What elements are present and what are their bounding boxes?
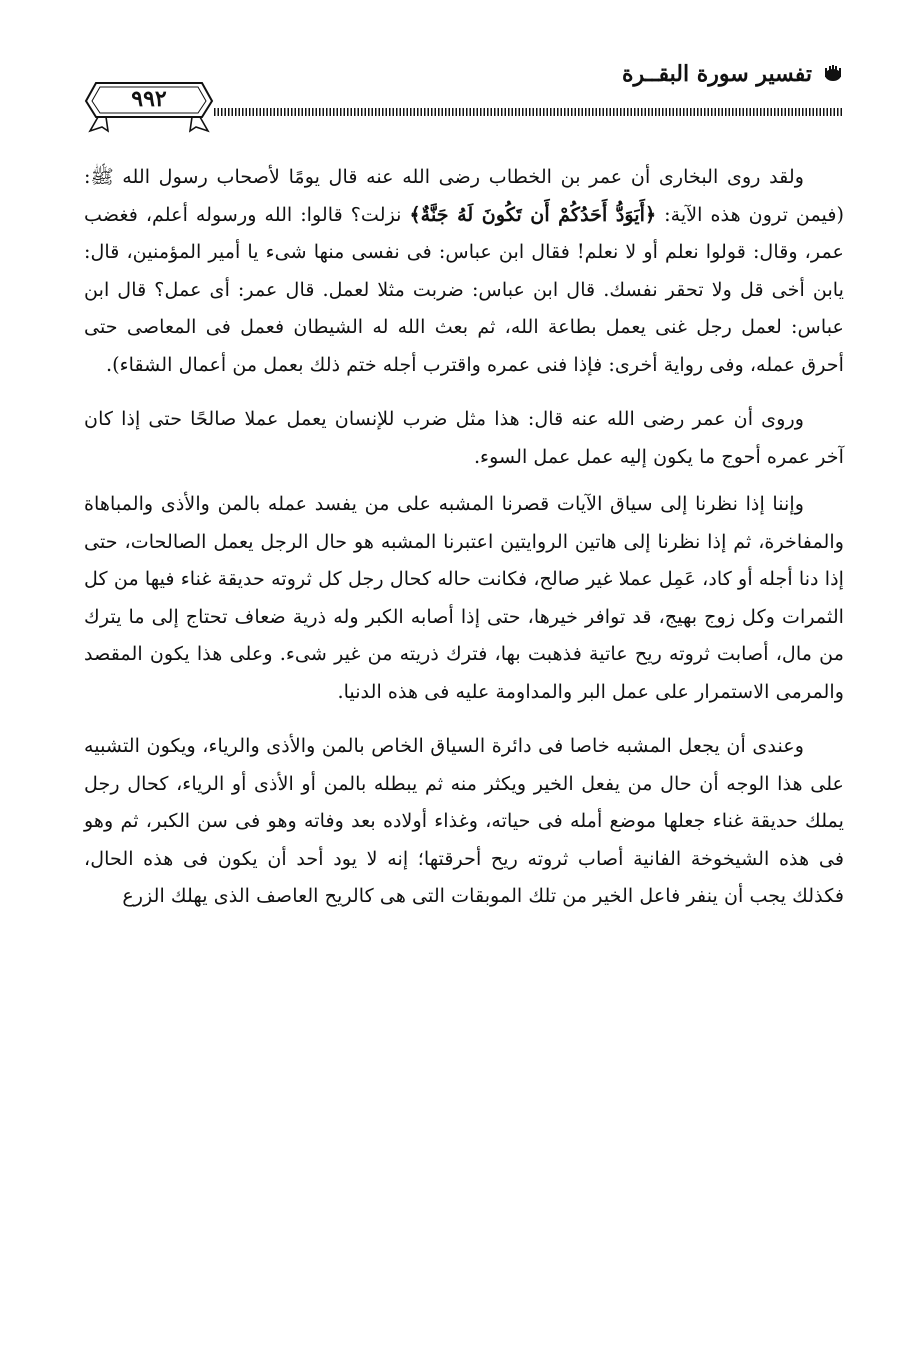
page-number-badge bbox=[84, 77, 214, 133]
paragraph-4: وعندى أن يجعل المشبه خاصا فى دائرة السياق الخاص بالمن والأذى والرياء، ويكون التشبيه على هذا الوجه أن حال من يفعل الخير ويكثر منه ثم يبطله بالمن أو الأذى أو الرياء، كحال رجل يملك حديقة غناء جعلها موضع أمله فى حياته، وغذاء أولاده بعد وفاته وهو فى سن الكبر، ثم وهو فى هذه الشيخوخة الفانية أصاب ثروته ريح أحرقتها؛ إنه لا يود أحد أن يكون فى هذه الحال، فكذلك يجب أن ينفر فاعل الخير من تلك الموبقات التى هى كالريح العاصف الذى يهلك الزرع bbox=[84, 734, 844, 907]
page-header bbox=[84, 55, 844, 135]
paragraph-2: وروى أن عمر رضى الله عنه قال: هذا مثل ضرب للإنسان يعمل عملا صالحًا حتى إذا كان آخر عمره أحوج ما يكون إليه عمل عمل السوء. bbox=[84, 407, 844, 468]
header-rule bbox=[214, 108, 844, 116]
header-title: تفسير سورة البقــرة bbox=[621, 61, 812, 87]
paragraph-3: وإننا إذا نظرنا إلى سياق الآيات قصرنا المشبه على من يفسد عمله بالمن والأذى والمباهاة والمفاخرة، ثم إذا نظرنا إلى هاتين الروايتين اعتبرنا المشبه هو حال الرجل يعمل الصالحات، حتى إذا دنا أجله أو كاد، عَمِل عملا غير صالح، فكانت حاله كحال رجل كل ثروته حديقة غناء فيها من كل الثمرات وكل زوج بهيج، قد توافر خيرها، حتى إذا أصابه الكبر وله ذرية ضعاف تحتاج إلى ما يترك من مال، أصابت ثروته ريح عاتية فذهبت بها، فترك ذريته من غير شىء. وعلى هذا يكون المقصد والمرمى الاستمرار على عمل البر والمداومة عليه فى هذه الدنيا. bbox=[84, 492, 844, 703]
running-header bbox=[622, 61, 844, 87]
paragraph-1 bbox=[84, 158, 844, 383]
paragraph-1-text-before: ولقد روى البخارى أن عمر بن الخطاب رضى الله عنه قال يومًا لأصحاب رسول الله ﷺ: (فيمن ترون هذه الآية: bbox=[84, 165, 844, 226]
page-number: ٩٩٢ bbox=[131, 86, 167, 112]
quran-verse: ﴿أَيَوَدُّ أَحَدُكُمْ أَن تَكُونَ لَهُ جَنَّةٌ﴾ bbox=[409, 202, 657, 226]
flower-ornament-icon bbox=[822, 65, 844, 83]
body-text bbox=[84, 158, 844, 915]
paragraph-1-text-after: نزلت؟ قالوا: الله ورسوله أعلم، فغضب عمر، وقال: قولوا نعلم أو لا نعلم! فقال ابن عباس: فى نفسى منها شىء يا أمير المؤمنين، قال: يابن أخى قل ولا تحقر نفسك. قال ابن عباس: ضربت مثلا لعمل. قال عمر: أى عمل؟ قال ابن عباس: لعمل رجل غنى يعمل بطاعة الله، ثم بعث الله له الشيطان فعمل فى المعاصى حتى أحرق عمله، وفى رواية أخرى: فإذا فنى عمره واقترب أجله ختم ذلك بعمل من أعمال الشقاء). bbox=[84, 202, 844, 376]
